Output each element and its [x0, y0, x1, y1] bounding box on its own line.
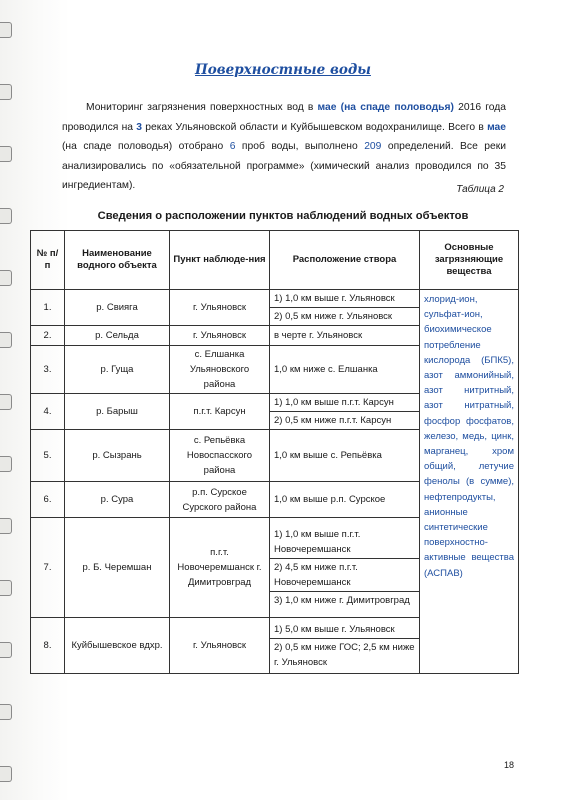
water-object: р. Сура	[65, 482, 170, 518]
binder-hole	[0, 332, 12, 348]
water-object: р. Гуща	[65, 346, 170, 394]
binder-hole	[0, 270, 12, 286]
location-cell	[270, 326, 420, 346]
binder-hole	[0, 146, 12, 162]
row-number: 5.	[31, 430, 65, 482]
page-number: 18	[503, 760, 514, 770]
binder-hole	[0, 580, 12, 596]
location-cell	[270, 290, 420, 326]
location-line: 1,0 км ниже с. Елшанка	[274, 364, 378, 375]
location-line: 1) 5,0 км выше г. Ульяновск	[274, 623, 395, 635]
location-cell	[270, 618, 420, 674]
binder-hole	[0, 704, 12, 720]
table-header-row	[31, 231, 519, 290]
row-number: 4.	[31, 394, 65, 430]
row-number: 2.	[31, 326, 65, 346]
header-location: Расположение створа	[270, 231, 420, 290]
binder-hole	[0, 394, 12, 410]
binder-hole	[0, 766, 12, 782]
row-number: 6.	[31, 482, 65, 518]
table-row	[31, 290, 519, 326]
location-line: 2) 0,5 км ниже п.г.т. Карсун	[270, 411, 419, 429]
location-cell	[270, 394, 420, 430]
location-cell	[270, 482, 420, 518]
binder-hole	[0, 456, 12, 472]
location-line: 1,0 км выше с. Репьёвка	[274, 450, 382, 461]
location-cell	[270, 518, 420, 618]
binder-hole	[0, 84, 12, 100]
water-object: р. Свияга	[65, 290, 170, 326]
binder-hole	[0, 642, 12, 658]
observation-point: п.г.т. Новочеремшанск г. Димитровград	[170, 518, 270, 618]
location-line: 2) 0,5 км ниже ГОС; 2,5 км ниже г. Ульяновск	[270, 638, 419, 671]
binder-hole	[0, 518, 12, 534]
intro-paragraph: Мониторинг загрязнения поверхностных вод в мае (на спаде половодья) 2016 года проводился на 3 реках Ульяновской области и Куйбышевском водохранилище. Всего в мае (на спаде половодья) отобрано 6 проб воды, выполнено 209 определений. Все реки анализировались по «обязательной программе» (химический анализ проводился по 35 ингредиентам).	[62, 102, 506, 191]
row-number: 1.	[31, 290, 65, 326]
location-line: 1) 1,0 км выше п.г.т. Новочеремшанск	[274, 529, 361, 555]
water-object: р. Б. Черемшан	[65, 518, 170, 618]
location-line: 1) 1,0 км выше п.г.т. Карсун	[274, 397, 394, 408]
water-object: р. Барыш	[65, 394, 170, 430]
table-label: Таблица 2	[456, 184, 504, 195]
water-object: р. Сызрань	[65, 430, 170, 482]
substances-cell: хлорид-ион, сульфат-ион, биохимическое потребление кислорода (БПК5), азот аммонийный, азот нитритный, азот нитратный, фосфор фосфатов, железо, медь, цинк, марганец, хром общий, летучие фенолы (в сумме), нефтепродукты, анионные синтетические поверхностно-активные вещества (АСПАВ)	[420, 290, 519, 674]
observation-point: г. Ульяновск	[170, 326, 270, 346]
observation-point: г. Ульяновск	[170, 618, 270, 674]
location-line: в черте г. Ульяновск	[274, 330, 363, 341]
location-cell	[270, 430, 420, 482]
header-object: Наименование водного объекта	[65, 231, 170, 290]
location-line: 1,0 км выше р.п. Сурское	[274, 494, 386, 505]
observation-point: п.г.т. Карсун	[170, 394, 270, 430]
observation-point: с. Елшанка Ульяновского района	[170, 346, 270, 394]
water-object: Куйбышевское вдхр.	[65, 618, 170, 674]
observation-points-table	[30, 230, 519, 674]
row-number: 7.	[31, 518, 65, 618]
location-cell	[270, 346, 420, 394]
location-line: 2) 0,5 км ниже г. Ульяновск	[270, 307, 419, 325]
binder-hole	[0, 22, 12, 38]
table-caption: Сведения о расположении пунктов наблюдений водных объектов	[97, 210, 469, 222]
header-substances: Основные загрязняющие вещества	[420, 231, 519, 290]
observation-point: г. Ульяновск	[170, 290, 270, 326]
location-line: 2) 4,5 км ниже п.г.т. Новочеремшанск	[270, 558, 419, 591]
row-number: 3.	[31, 346, 65, 394]
header-point: Пункт наблюде-ния	[170, 231, 270, 290]
header-number: № п/п	[31, 231, 65, 290]
water-object: р. Сельда	[65, 326, 170, 346]
observation-point: р.п. Сурское Сурского района	[170, 482, 270, 518]
location-line: 3) 1,0 км ниже г. Димитровград	[270, 591, 419, 609]
row-number: 8.	[31, 618, 65, 674]
section-title: Поверхностные воды	[195, 62, 371, 78]
location-line: 1) 1,0 км выше г. Ульяновск	[274, 293, 395, 304]
observation-point: с. Репьёвка Новоспасского района	[170, 430, 270, 482]
